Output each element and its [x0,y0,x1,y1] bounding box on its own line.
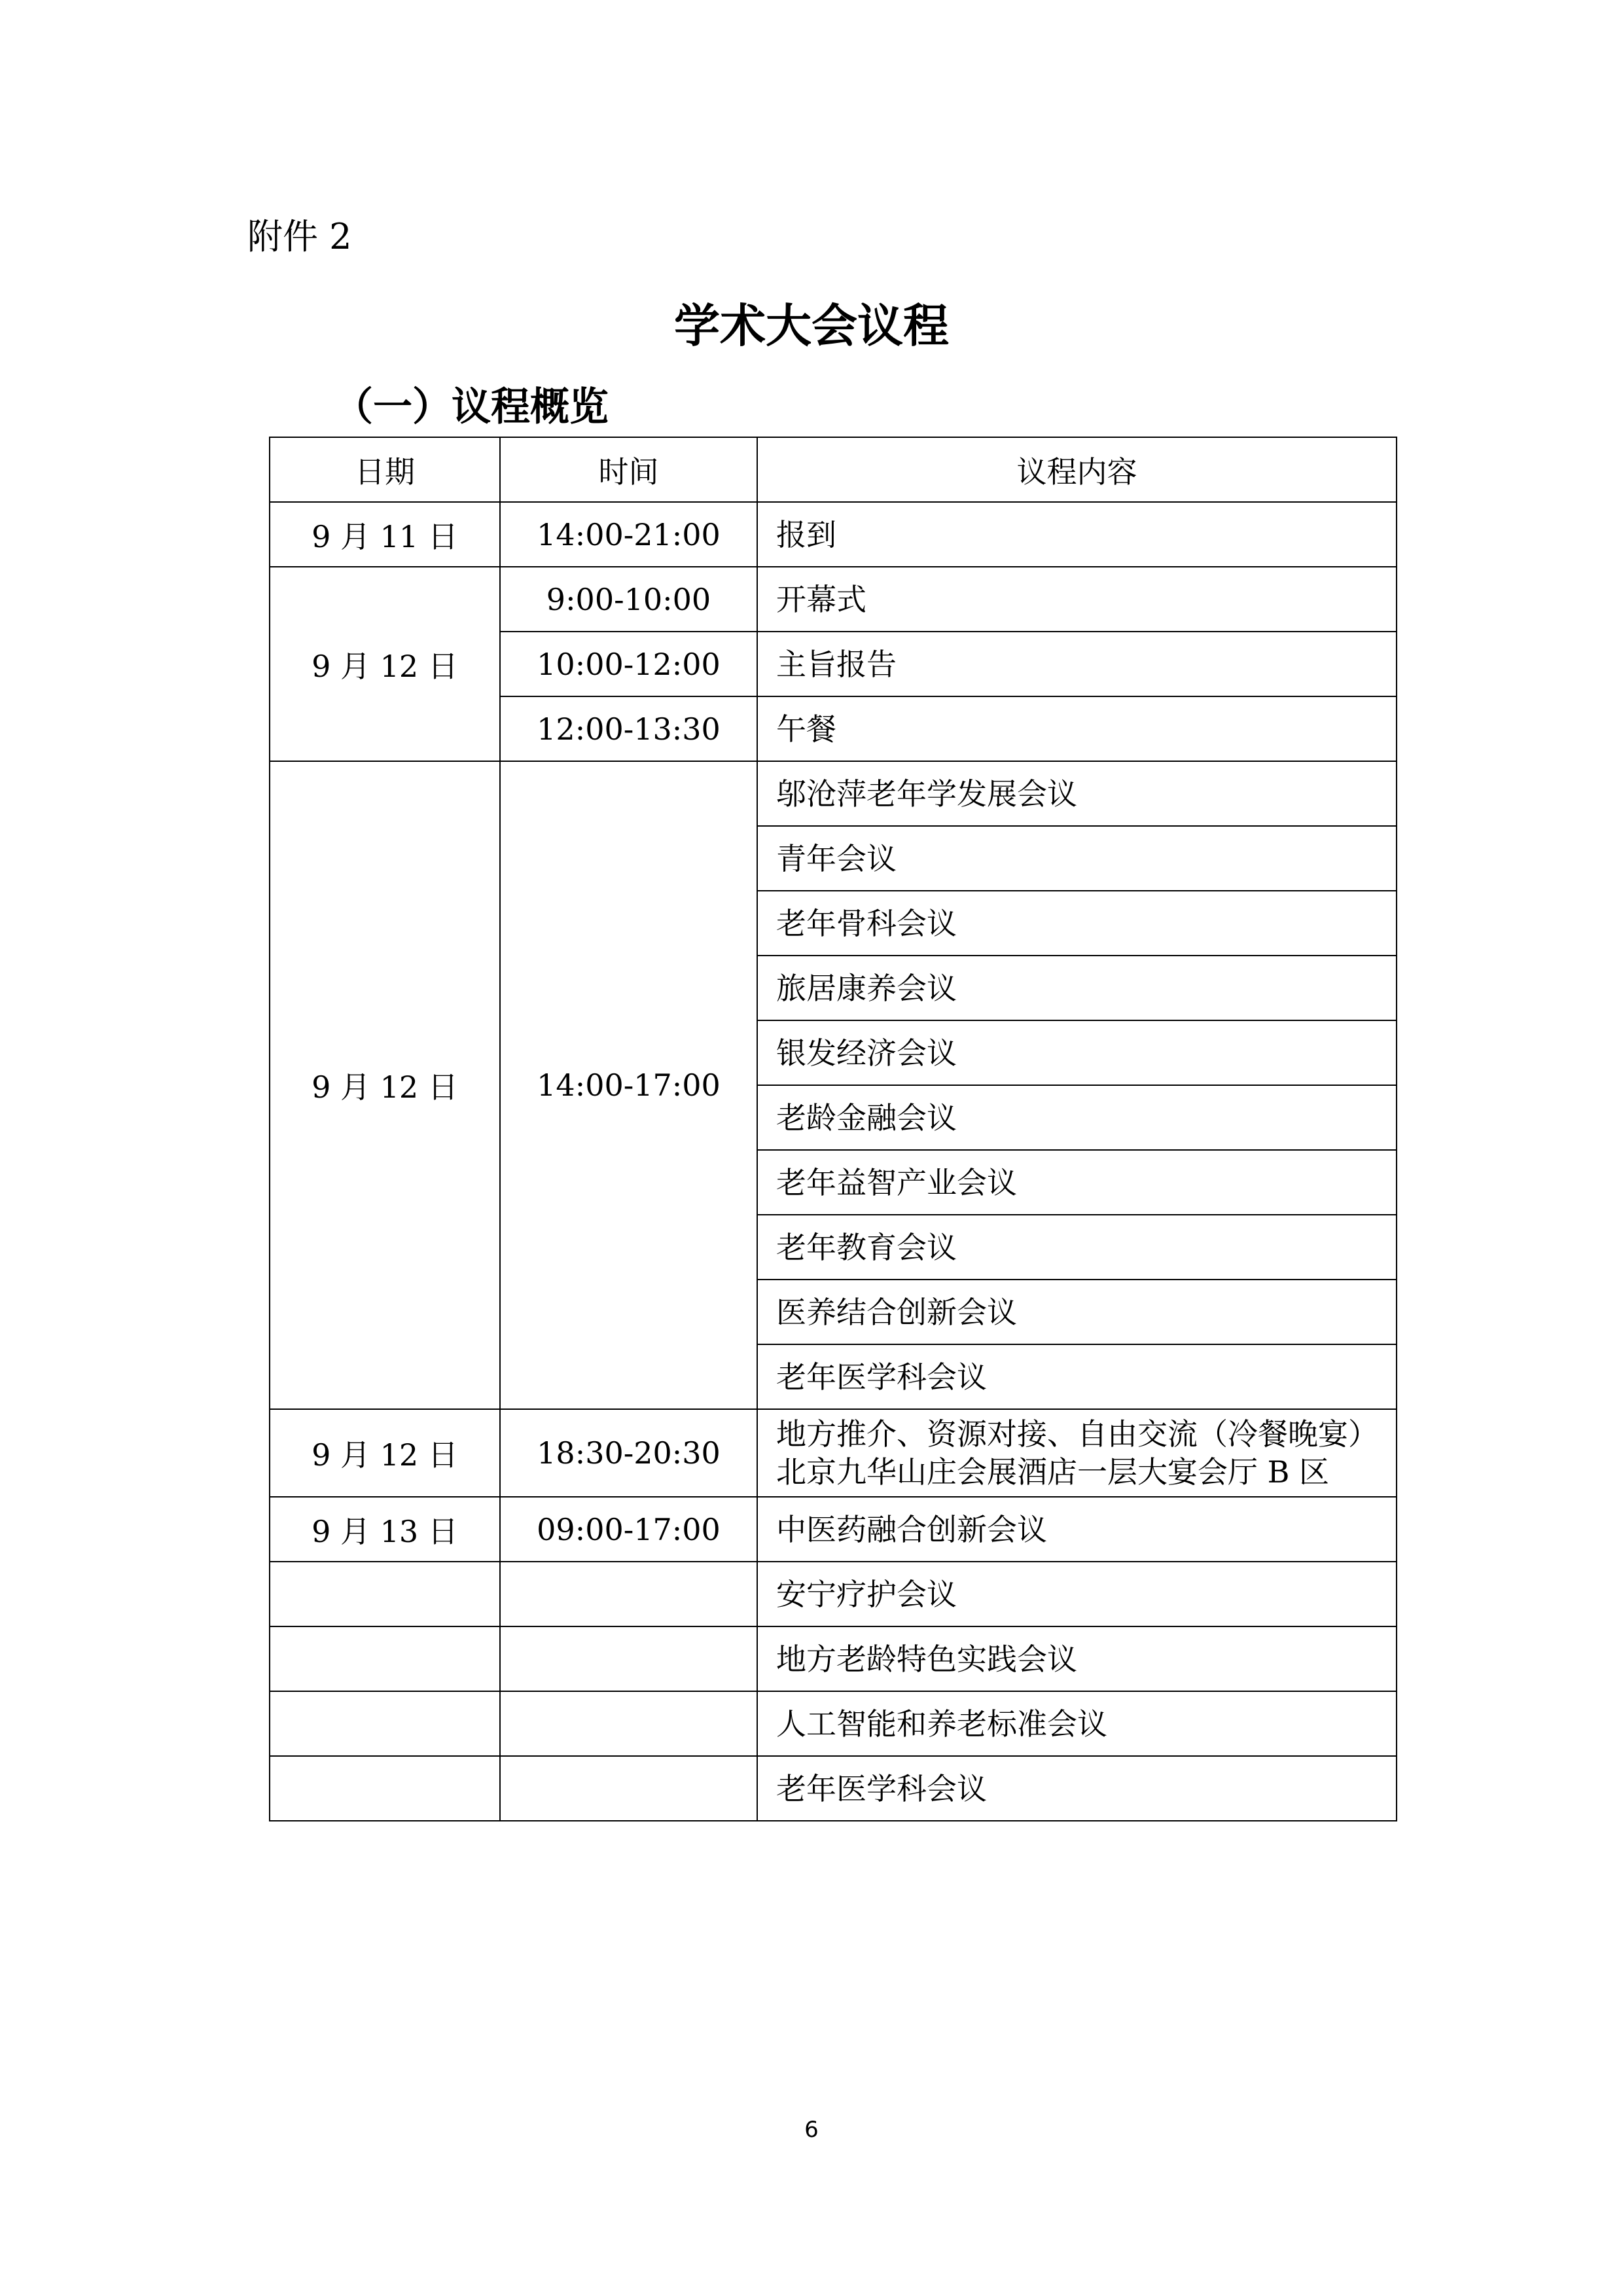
time-cell: 18:30-20:30 [500,1409,757,1497]
content-cell: 老年教育会议 [757,1215,1397,1280]
page-number: 6 [804,2117,819,2143]
content-cell: 青年会议 [757,826,1397,891]
content-cell: 老年骨科会议 [757,891,1397,956]
content-cell: 中医药融合创新会议 [757,1497,1397,1562]
section-title: （一）议程概览 [334,384,609,430]
document-title: 学术大会议程 [674,299,949,353]
time-cell: 12:00-13:30 [500,696,757,761]
date-cell: 9 月 13 日 [270,1497,500,1562]
date-cell: 9 月 11 日 [270,502,500,567]
content-cell [757,1409,1397,1497]
time-cell: 14:00-21:00 [500,502,757,567]
content-cell: 报到 [757,502,1397,567]
content-cell: 午餐 [757,696,1397,761]
agenda-table [269,437,1397,1821]
content-cell: 银发经济会议 [757,1020,1397,1085]
date-cell: 9 月 12 日 [270,761,500,1409]
table-row [270,761,1397,826]
content-cell: 老年益智产业会议 [757,1150,1397,1215]
header-content: 议程内容 [757,437,1397,502]
content-cell: 主旨报告 [757,632,1397,696]
time-cell: 14:00-17:00 [500,761,757,1409]
header-time: 时间 [500,437,757,502]
table-row [270,1756,1397,1821]
empty-time-cell [500,1756,757,1821]
empty-time-cell [500,1691,757,1756]
time-cell: 09:00-17:00 [500,1497,757,1562]
table-row [270,1626,1397,1691]
time-cell: 10:00-12:00 [500,632,757,696]
empty-date-cell [270,1691,500,1756]
content-cell: 老年医学科会议 [757,1756,1397,1821]
content-cell: 邬沧萍老年学发展会议 [757,761,1397,826]
table-row [270,1497,1397,1562]
empty-time-cell [500,1626,757,1691]
content-cell: 安宁疗护会议 [757,1562,1397,1626]
table-row [270,567,1397,632]
header-date: 日期 [270,437,500,502]
date-cell: 9 月 12 日 [270,567,500,761]
content-line: 地方推介、资源对接、自由交流（冷餐晚宴） [776,1416,1378,1452]
table-row [270,502,1397,567]
content-cell: 开幕式 [757,567,1397,632]
table-row [270,1409,1397,1497]
content-cell: 地方老龄特色实践会议 [757,1626,1397,1691]
date-cell: 9 月 12 日 [270,1409,500,1497]
content-cell: 老龄金融会议 [757,1085,1397,1150]
content-cell: 医养结合创新会议 [757,1280,1397,1344]
table-header-row [270,437,1397,502]
empty-date-cell [270,1562,500,1626]
content-cell: 人工智能和养老标准会议 [757,1691,1397,1756]
content-cell: 老年医学科会议 [757,1344,1397,1409]
table-row [270,1562,1397,1626]
time-cell: 9:00-10:00 [500,567,757,632]
table-row [270,1691,1397,1756]
attachment-label: 附件 2 [247,216,352,257]
content-line: 北京九华山庄会展酒店一层大宴会厅 B 区 [776,1454,1330,1490]
empty-date-cell [270,1626,500,1691]
content-cell: 旅居康养会议 [757,956,1397,1020]
empty-date-cell [270,1756,500,1821]
empty-time-cell [500,1562,757,1626]
